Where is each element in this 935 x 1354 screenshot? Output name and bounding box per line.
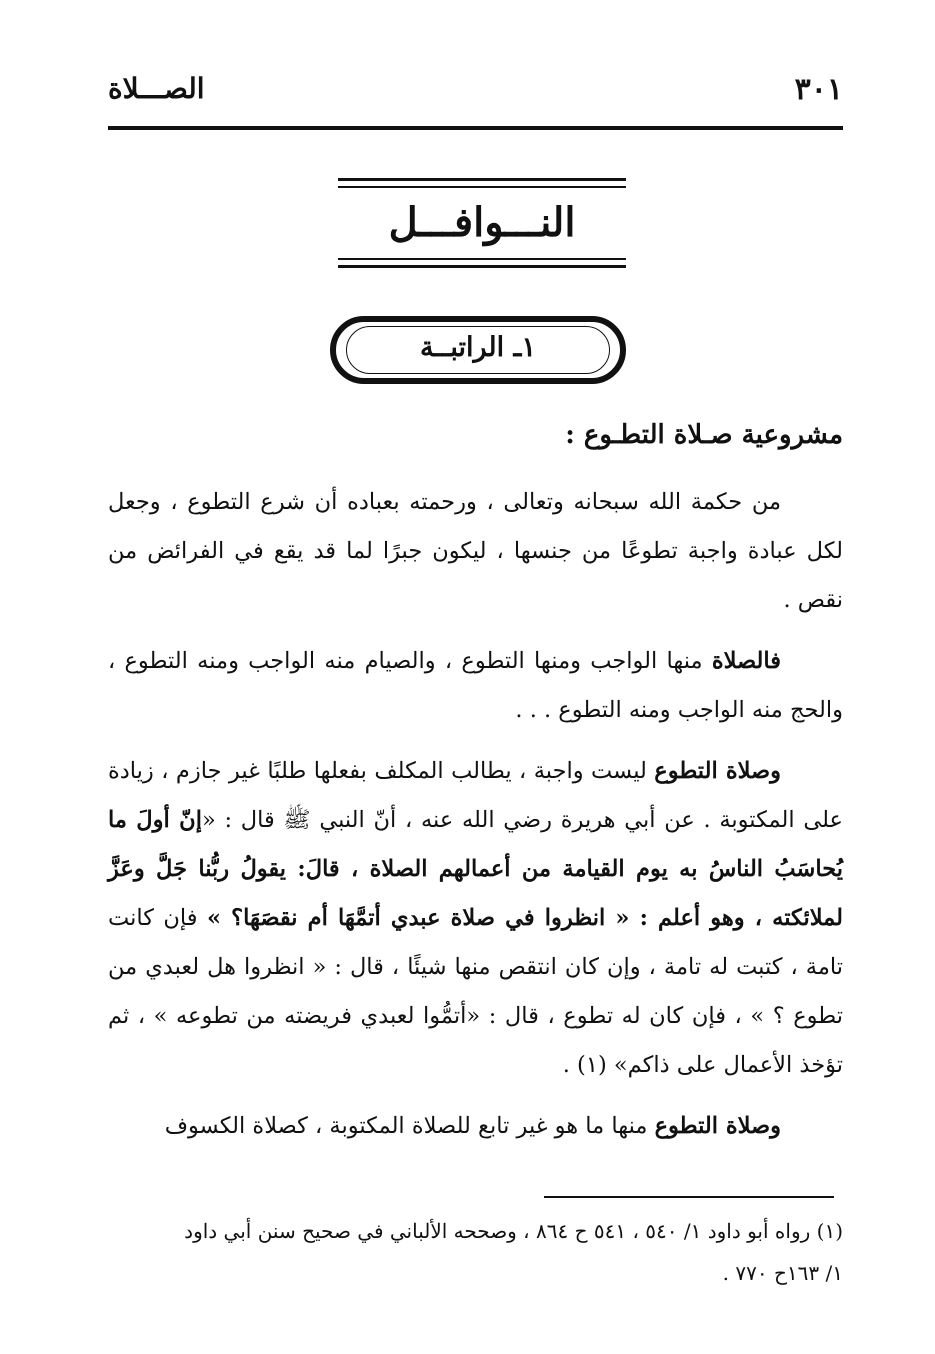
paragraph-text: منها ما هو غير تابع للصلاة المكتوبة ، كصلاة الكسوف [164,1113,648,1139]
chapter-title-frame [338,178,626,268]
footnote-line: (١) رواه أبو داود ١/ ٥٤٠ ، ٥٤١ ح ٨٦٤ ، وصححه الألباني في صحيح سنن أبي داود [184,1219,843,1243]
page-number: ٣٠١ [794,72,843,107]
running-header [108,72,843,122]
bold-lead: وصلاة التطوع [654,1113,781,1139]
section-title: ١ـ الراتبــة [420,332,536,363]
paragraph [108,747,843,1090]
footnote [108,1210,843,1294]
paragraph [108,1102,843,1151]
frame-rule [338,186,626,188]
bold-lead: وصلاة التطوع [654,758,781,784]
paragraph-text: منها الواجب ومنها التطوع ، والصيام منه الواجب ومنه التطوع ، والحج منه الواجب ومنه التطوع . . . [108,648,843,723]
footnote-line: ١/ ١٦٣ح ٧٧٠ . [722,1261,843,1285]
paragraph-text: فإن كانت تامة ، كتبت له تامة ، وإن كان انتقص منها شيئًا ، قال : « انظروا هل لعبدي من تطوع ؟ » ، فإن كان له تطوع ، قال : «أتمُّوا لعبدي فريضته من تطوعه » ، ثم تؤخذ الأعمال على ذاكم» (١) . [108,905,843,1078]
paragraph-text: ليست واجبة ، يطالب المكلف بفعلها طلبًا غير جازم ، زيادة على المكتوبة . عن أبي هريرة رضي الله عنه ، أنّ النبي ﷺ قال : « [108,758,843,833]
running-title: الصـــلاة [108,72,205,105]
section-title-box [330,316,626,384]
paragraph: من حكمة الله سبحانه وتعالى ، ورحمته بعباده أن شرع التطوع ، وجعل لكل عبادة واجبة تطوعًا من جنسها ، ليكون جبرًا لما قد يقع في الفرائض من نقص . [108,489,843,613]
bold-lead: فالصلاة [711,648,782,674]
frame-rule [338,178,626,181]
body-text [108,478,843,1163]
footnote-rule [544,1196,834,1198]
chapter-title: النـــوافـــل [388,199,576,246]
frame-rule [338,265,626,268]
frame-rule [338,258,626,260]
hadith-text: إنّ أولَ ما يُحاسَبُ الناسُ به يوم القيامة من أعمالهم الصلاة ، قالَ: يقولُ ربُّنا جَلَّ وعَزَّ لملائكته ، وهو أعلم : « انظروا في صلاة عبدي أتمَّهَا أم نقصَهَا؟ » [108,807,843,931]
header-rule [108,126,843,130]
paragraph [108,637,843,735]
subheading: مشروعية صـلاة التطـوع : [565,420,843,450]
